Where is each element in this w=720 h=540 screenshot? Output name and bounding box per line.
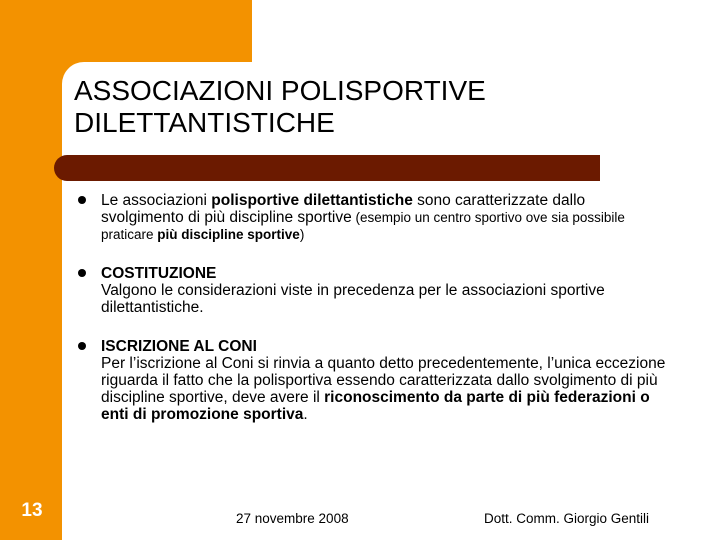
bullet-1-bold-2: più discipline sportive <box>157 227 300 242</box>
bullet-2-body: Valgono le considerazioni viste in precedenza per le associazioni sportive dilettantistiche. <box>101 282 605 316</box>
footer-author: Dott. Comm. Giorgio Gentili <box>484 511 650 526</box>
bullet-item-iscrizione-coni <box>78 338 668 423</box>
bullet-text <box>101 338 668 423</box>
bullet-dot-icon <box>78 342 86 350</box>
footer-date: 27 novembre 2008 <box>236 511 349 526</box>
bullet-item-costituzione <box>78 265 668 316</box>
bullet-1-bold-1: polisportive dilettantistiche <box>211 192 413 209</box>
bullet-3-end: . <box>303 406 308 423</box>
bullet-dot-icon <box>78 196 86 204</box>
bullet-1-example: (esempio un centro sportivo ove sia possibile praticare <box>101 210 625 242</box>
bullet-2-heading: COSTITUZIONE <box>101 265 217 282</box>
bullet-1-text-2: sono caratterizzate dallo svolgimento di più discipline sportive <box>101 192 586 226</box>
bullet-3-heading: ISCRIZIONE AL CONI <box>101 338 257 355</box>
bullet-3-body: Per l’iscrizione al Coni si rinvia a quanto detto precedentemente, l’unica eccezione riguarda il fatto che la polisportiva essendo caratterizzata dallo svolgimento di più discipline sportive, deve avere il <box>101 355 666 406</box>
bullet-1-text-1: Le associazioni <box>101 192 212 209</box>
slide-title-line-1: ASSOCIAZIONI POLISPORTIVE <box>74 75 486 106</box>
slide-title <box>74 75 634 139</box>
bullet-text <box>101 192 668 243</box>
slide-title-line-2: DILETTANTISTICHE <box>74 107 335 138</box>
bullet-1-close: ) <box>299 227 305 242</box>
bullet-text <box>101 265 668 316</box>
bullet-dot-icon <box>78 269 86 277</box>
title-underline-bar <box>54 155 600 181</box>
bullet-item-polisportive <box>78 192 668 243</box>
bullet-3-bold: riconoscimento da parte di più federazioni o enti di promozione sportiva <box>101 389 650 423</box>
slide-number: 13 <box>21 500 43 521</box>
bullet-list <box>78 192 668 423</box>
